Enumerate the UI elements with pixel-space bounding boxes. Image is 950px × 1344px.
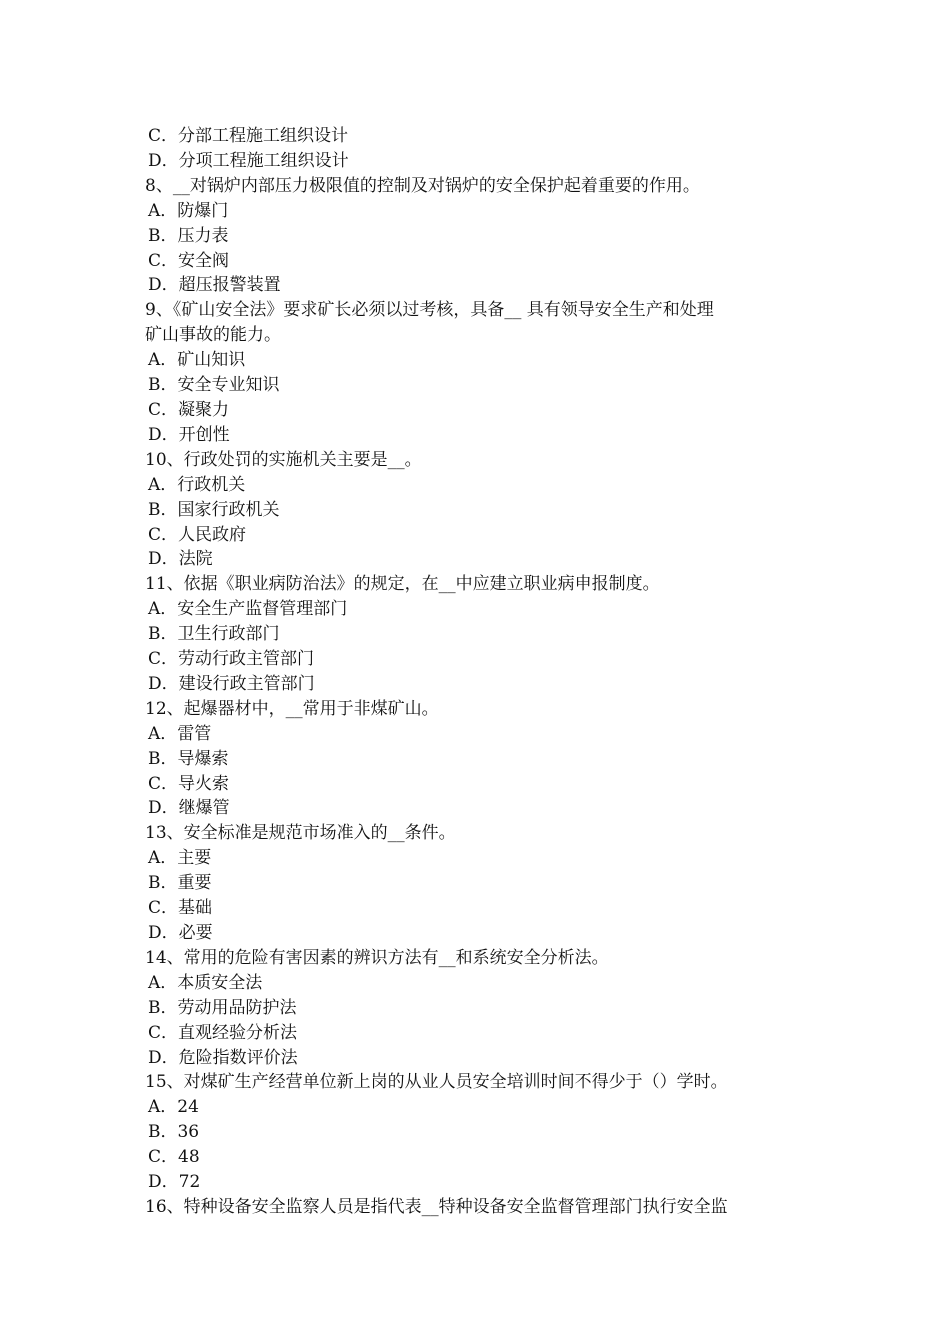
option-line: B．压力表 (148, 225, 229, 246)
option-line: C．直观经验分析法 (148, 1022, 298, 1043)
question-line: 16、特种设备安全监察人员是指代表__特种设备安全监督管理部门执行安全监 (145, 1196, 728, 1217)
option-line: A．安全生产监督管理部门 (148, 599, 348, 620)
option-line: D．危险指数评价法 (148, 1047, 298, 1068)
option-line: C．人民政府 (148, 524, 247, 545)
option-line: B．国家行政机关 (148, 499, 280, 520)
question-line: 10、行政处罚的实施机关主要是__。 (145, 449, 422, 470)
question-line: 14、常用的危险有害因素的辨识方法有__和系统安全分析法。 (145, 947, 609, 968)
question-line: 9、《矿山安全法》要求矿长必须以过考核，具备__ 具有领导安全生产和处理 (145, 300, 714, 321)
option-line: D．开创性 (148, 424, 230, 445)
option-line: B．卫生行政部门 (148, 624, 280, 645)
option-line: A．24 (148, 1097, 199, 1118)
option-line: C．导火索 (148, 773, 230, 794)
option-line: D．72 (148, 1172, 201, 1193)
option-line: A．防爆门 (148, 200, 229, 221)
option-line: C．安全阀 (148, 250, 230, 271)
question-line: 13、安全标准是规范市场准入的__条件。 (145, 823, 456, 844)
option-line: A．行政机关 (148, 474, 246, 495)
option-line: B．劳动用品防护法 (148, 997, 297, 1018)
option-line: A．雷管 (148, 723, 212, 744)
option-line: D．必要 (148, 923, 213, 943)
document-body (145, 124, 815, 1220)
option-line: A．矿山知识 (148, 350, 246, 371)
option-line: D．法院 (148, 549, 213, 570)
question-line: 15、对煤矿生产经营单位新上岗的从业人员安全培训时间不得少于（）学时。 (145, 1072, 728, 1093)
question-line: 12、起爆器材中，__常用于非煤矿山。 (145, 698, 439, 719)
option-line: D．继爆管 (148, 798, 230, 819)
option-line: A．主要 (148, 848, 212, 869)
option-line: C．凝聚力 (148, 399, 230, 420)
question-line: 11、依据《职业病防治法》的规定，在__中应建立职业病申报制度。 (145, 574, 660, 595)
question-line: 矿山事故的能力。 (145, 325, 281, 346)
option-line: B．导爆索 (148, 748, 229, 769)
option-line: A．本质安全法 (148, 972, 263, 993)
option-line: D．建设行政主管部门 (148, 673, 315, 694)
option-line: C．基础 (148, 898, 213, 919)
option-line: D．分项工程施工组织设计 (148, 150, 349, 171)
option-line: B．重要 (148, 873, 212, 894)
option-line: C．分部工程施工组织设计 (148, 126, 349, 146)
option-line: D．超压报警装置 (148, 275, 281, 296)
option-line: C．劳动行政主管部门 (148, 649, 315, 670)
question-line: 8、__对锅炉内部压力极限值的控制及对锅炉的安全保护起着重要的作用。 (145, 175, 700, 196)
option-line: C．48 (148, 1147, 200, 1168)
option-line: B．安全专业知识 (148, 375, 280, 396)
option-line: B．36 (148, 1122, 200, 1143)
